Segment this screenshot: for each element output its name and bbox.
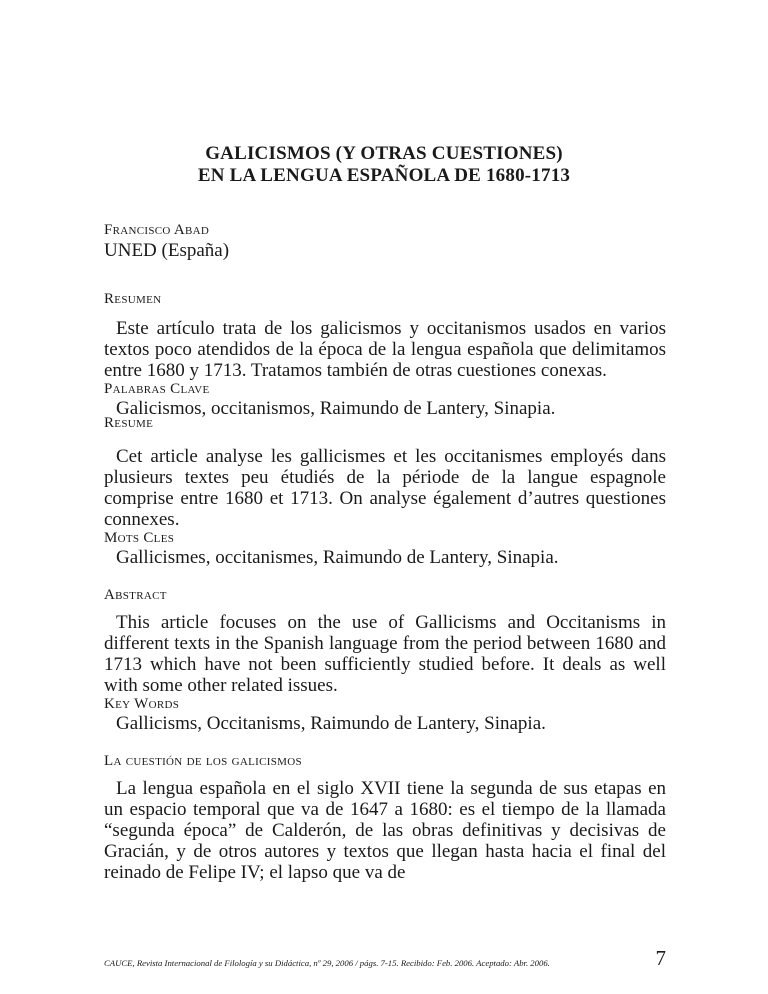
resumen-section (104, 318, 666, 420)
author-affiliation: UNED (España) (104, 240, 230, 261)
article-title-line-2: EN LA LENGUA ESPAÑOLA DE 1680-1713 (197, 165, 571, 186)
resume-section (104, 446, 666, 569)
resumen-keywords-heading: Palabras Clave (104, 381, 210, 397)
abstract-keywords-heading: Key Words (104, 696, 180, 712)
article-title (0, 143, 768, 187)
resumen-keywords: Galicismos, occitanismos, Raimundo de Lantery, Sinapia. (116, 398, 556, 419)
resume-heading: Resume (104, 415, 154, 431)
page-number: 7 (655, 946, 666, 970)
resumen-heading: Resumen (104, 291, 162, 307)
section-heading: La cuestión de los galicismos (104, 753, 302, 769)
section-body (104, 778, 666, 883)
resumen-text: Este artículo trata de los galicismos y occitanismos usados en varios textos poco atendidos de la época de la lengua española que delimitamos entre 1680 y 1713. Tratamos también de otras cuestiones conexas. (104, 318, 666, 381)
abstract-keywords: Gallicisms, Occitanisms, Raimundo de Lantery, Sinapia. (116, 713, 546, 734)
section-text: La lengua española en el siglo XVII tiene la segunda de sus etapas en un espacio temporal que va de 1647 a 1680: es el tiempo de la llamada “segunda época” de Calderón, de las obras definitivas y decisivas de Gracián, y de otros autores y textos que llegan hasta hacia el final del reinado de Felipe IV; el lapso que va de (104, 778, 666, 883)
resume-text: Cet article analyse les gallicismes et les occitanismes employés dans plusieurs textes peu étudiés de la période de la langue espagnole comprise entre 1680 et 1713. On analyse également d’autres questiones connexes. (104, 446, 666, 530)
abstract-text: This article focuses on the use of Gallicisms and Occitanisms in different texts in the Spanish language from the period between 1680 and 1713 which have not been sufficiently studied before. It deals as well with some other related issues. (104, 612, 666, 696)
abstract-section (104, 612, 666, 735)
author-name: Francisco Abad (104, 222, 210, 238)
abstract-heading: Abstract (104, 587, 167, 603)
resume-keywords-heading: Mots Cles (104, 530, 175, 546)
journal-citation: CAUCE, Revista Internacional de Filología y su Didáctica, nº 29, 2006 / págs. 7-15. Recibido: Feb. 2006. Aceptado: Abr. 2006. (104, 958, 550, 968)
article-title-line-1: GALICISMOS (Y OTRAS CUESTIONES) (205, 143, 563, 164)
resume-keywords: Gallicismes, occitanismes, Raimundo de Lantery, Sinapia. (116, 547, 559, 568)
